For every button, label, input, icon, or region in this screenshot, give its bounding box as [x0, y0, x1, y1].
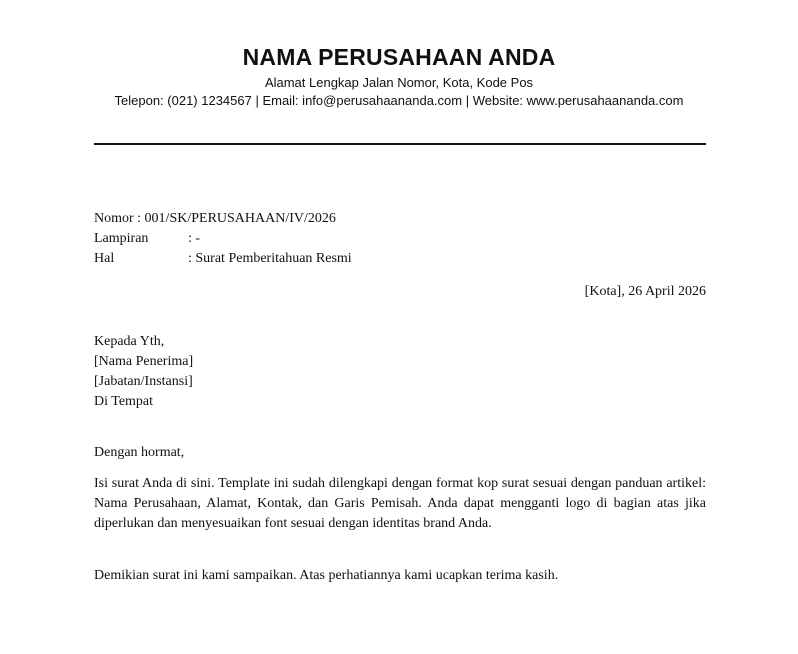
salutation: Dengan hormat, [94, 445, 185, 460]
attachment-value: : - [188, 231, 201, 246]
letter-number: Nomor : 001/SK/PERUSAHAAN/IV/2026 [94, 211, 336, 226]
recipient-greeting: Kepada Yth, [94, 334, 165, 349]
company-name: NAMA PERUSAHAAN ANDA [242, 44, 556, 70]
subject-label: Hal [94, 251, 115, 266]
recipient-position: [Jabatan/Instansi] [94, 374, 193, 389]
letter-body: Isi surat Anda di sini. Template ini sudah dilengkapi dengan format kop surat sesuai dengan panduan artikel: Nama Perusahaan, Alamat, Kontak, dan Garis Pemisah. Anda dapat mengganti logo di bagian atas jika diperlukan dan menyesuaikan font sesuai dengan identitas brand Anda. [94, 476, 706, 531]
recipient-name: [Nama Penerima] [94, 354, 194, 369]
company-contact: Telepon: (021) 1234567 | Email: info@perusahaananda.com | Website: www.perusahaananda.com [114, 93, 684, 108]
company-address: Alamat Lengkap Jalan Nomor, Kota, Kode Pos [264, 75, 534, 90]
closing-sentence: Demikian surat ini kami sampaikan. Atas perhatiannya kami ucapkan terima kasih. [94, 568, 559, 583]
attachment-label: Lampiran [94, 231, 149, 246]
subject-row [94, 249, 352, 269]
attachment-row [94, 229, 200, 249]
recipient-place: Di Tempat [94, 394, 154, 409]
subject-value: : Surat Pemberitahuan Resmi [188, 251, 352, 266]
letter-date: [Kota], 26 April 2026 [584, 284, 706, 299]
letterhead [0, 42, 798, 109]
letterhead-divider [94, 143, 706, 145]
